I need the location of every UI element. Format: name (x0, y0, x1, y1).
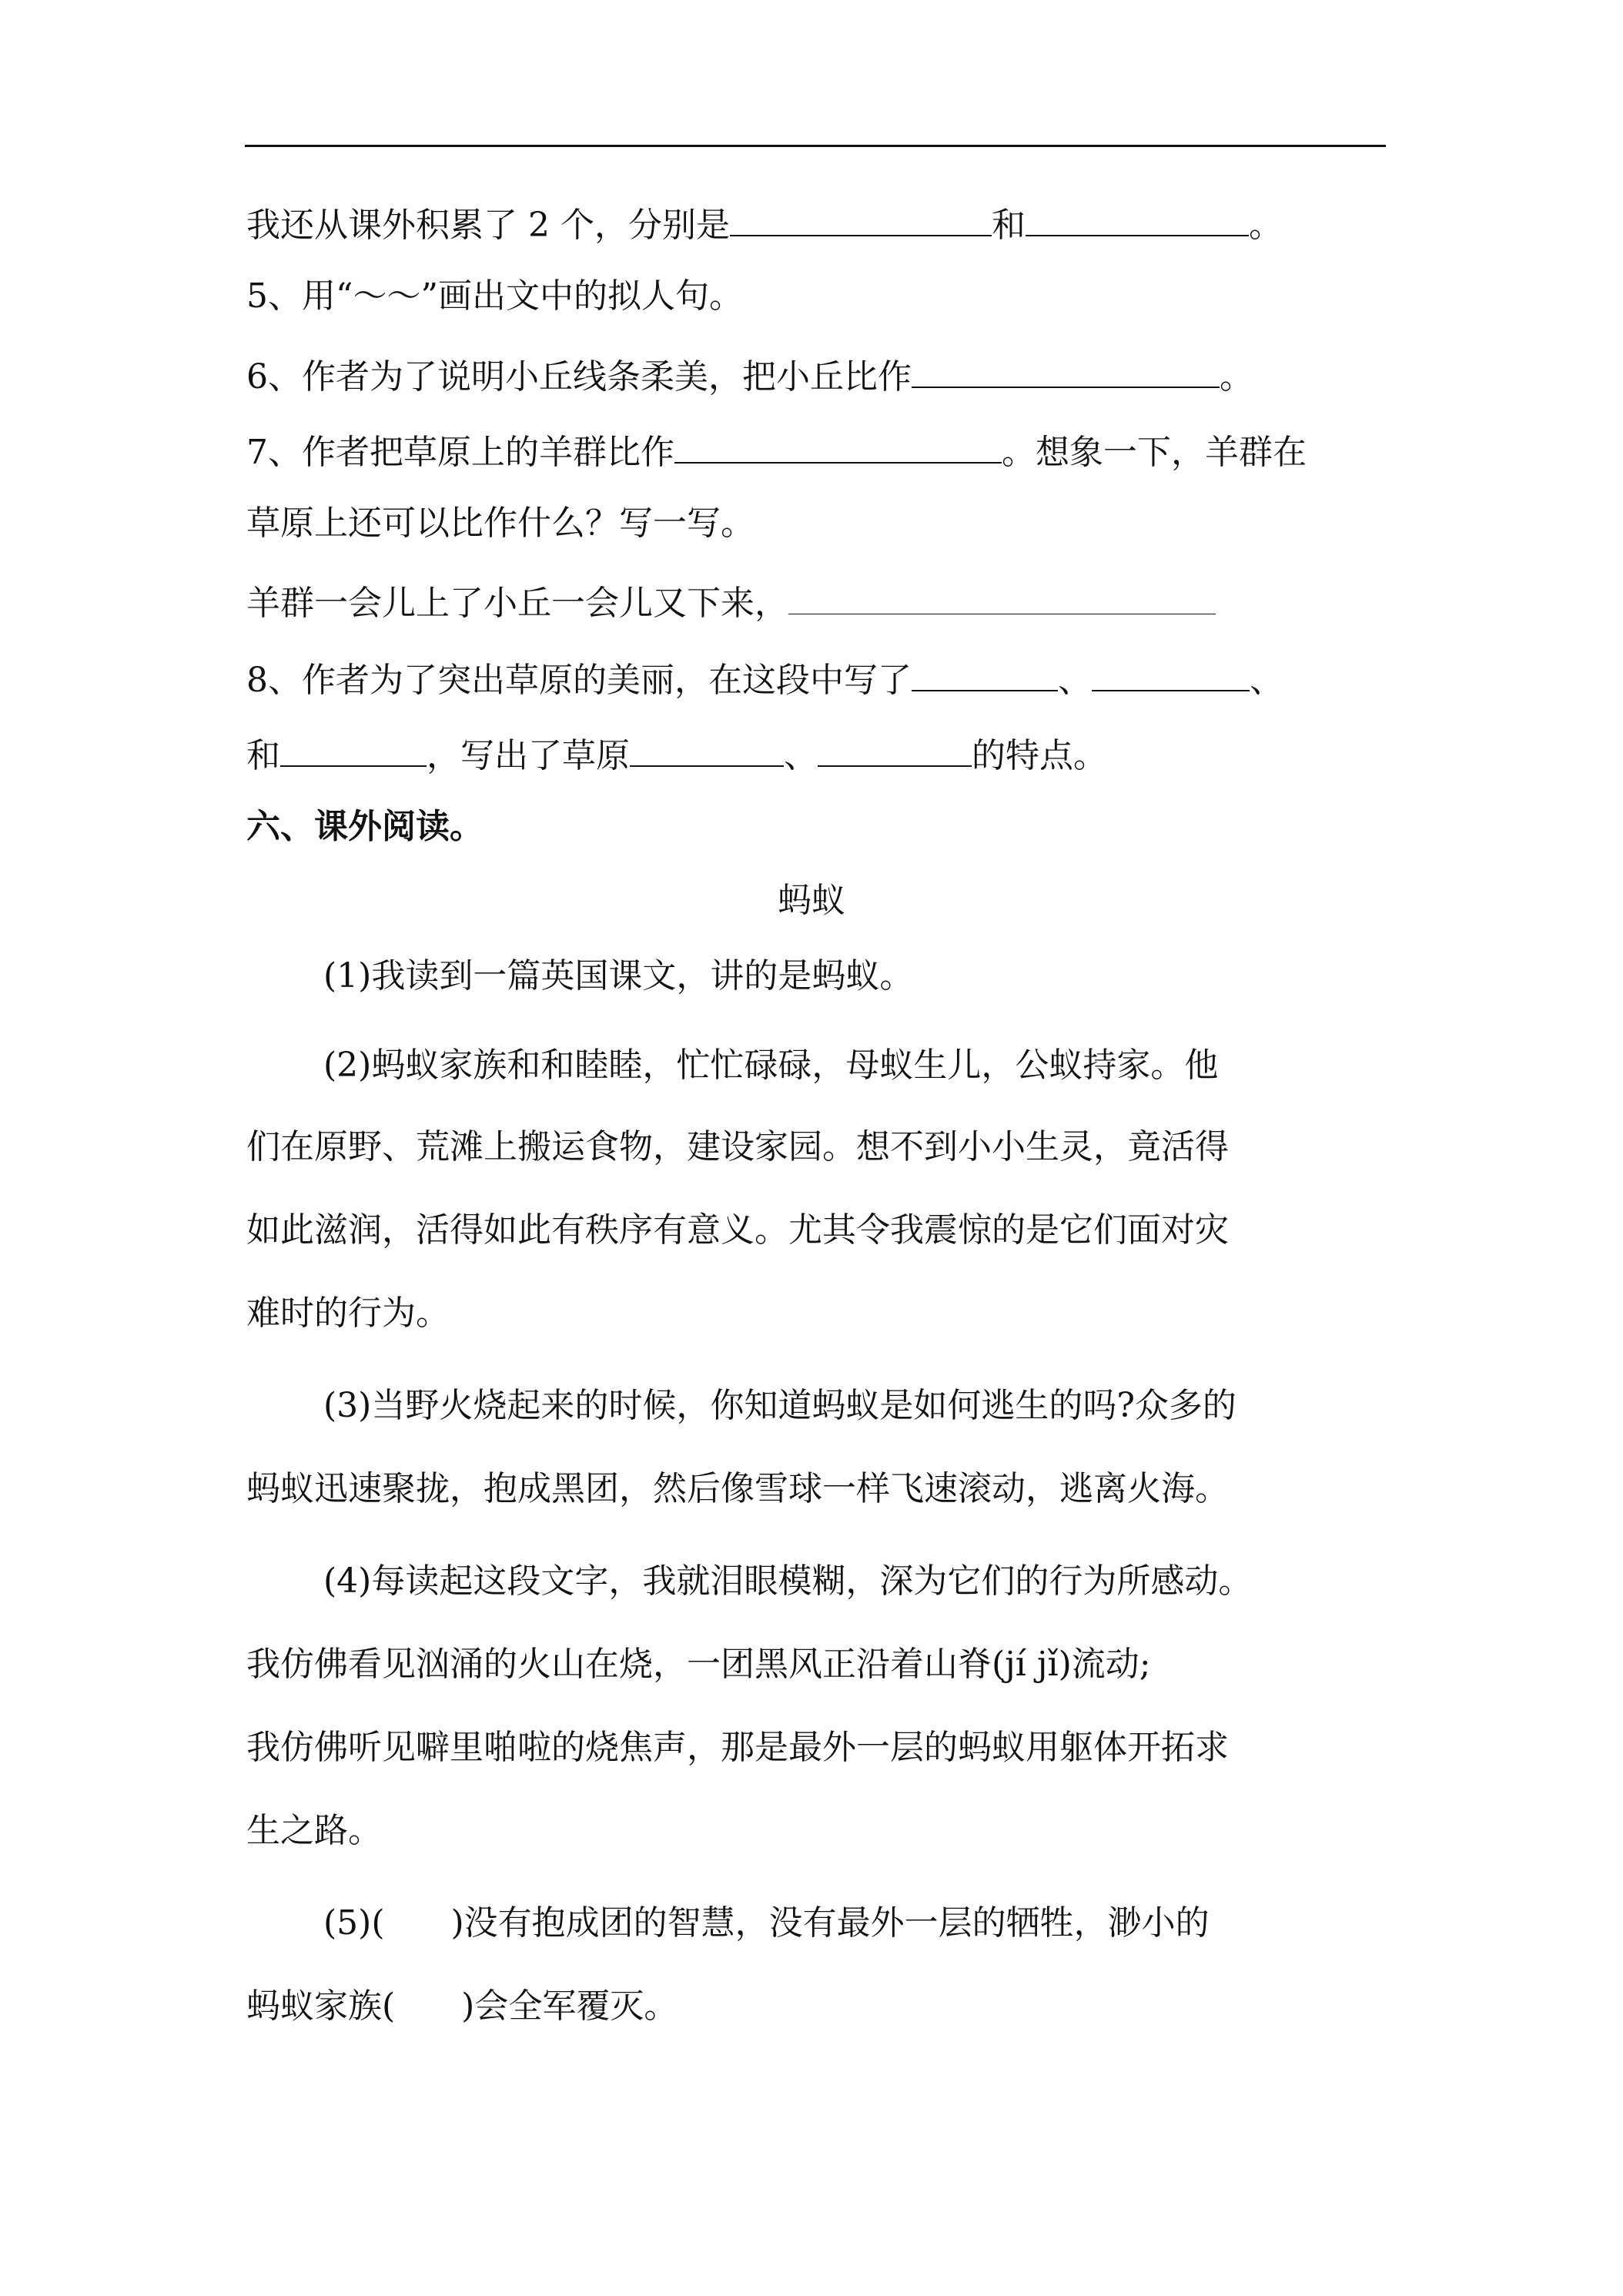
answer-blank[interactable] (1026, 204, 1249, 236)
question-8-line2: 和 ，写出了草原 、 的特点。 (246, 736, 1107, 775)
paragraph-2-line: 难时的行为。 (246, 1294, 450, 1333)
answer-blank[interactable] (1092, 659, 1250, 691)
paragraph-4-line: (4)每读起这段文字，我就泪眼模糊，深为它们的行为所感动。 (323, 1561, 1253, 1601)
answer-blank[interactable] (912, 659, 1058, 691)
answer-blank[interactable] (674, 431, 1002, 464)
paragraph-3-line: (3)当野火烧起来的时候，你知道蚂蚁是如何逃生的吗?众多的 (323, 1386, 1236, 1425)
answer-blank[interactable] (912, 356, 1220, 388)
paragraph-4-line: 生之路。 (246, 1811, 382, 1850)
paragraph-4-line: 我仿佛听见噼里啪啦的烧焦声，那是最外一层的蚂蚁用躯体开拓求 (246, 1728, 1229, 1767)
paragraph-5-line: 蚂蚁家族( )会全军覆灭。 (246, 1986, 678, 2026)
header-rule (245, 145, 1386, 147)
paragraph-2-line: (2)蚂蚁家族和和睦睦，忙忙碌碌，母蚁生儿，公蚁持家。他 (323, 1046, 1219, 1085)
paragraph-2-line: 们在原野、荒滩上搬运食物，建设家园。想不到小小生灵，竟活得 (246, 1127, 1229, 1166)
question-6: 6、作者为了说明小丘线条柔美，把小丘比作 。 (246, 357, 1253, 397)
answer-blank[interactable] (818, 735, 972, 767)
paragraph-2-line: 如此滋润，活得如此有秩序有意义。尤其令我震惊的是它们面对灾 (246, 1210, 1229, 1250)
question-4-tail: 我还从课外积累了 2 个，分别是 和 。 (246, 206, 1283, 245)
answer-blank[interactable] (280, 735, 427, 767)
paragraph-1: (1)我读到一篇英国课文，讲的是蚂蚁。 (323, 956, 914, 996)
paragraph-5-line: (5)( )没有抱成团的智慧，没有最外一层的牺牲，渺小的 (323, 1903, 1210, 1943)
answer-blank[interactable] (730, 204, 992, 236)
question-7: 7、作者把草原上的羊群比作 。想象一下，羊群在 (246, 433, 1307, 472)
paragraph-4-line: 我仿佛看见汹涌的火山在烧，一团黑风正沿着山脊(jí jǐ)流动; (246, 1645, 1151, 1684)
passage-title: 蚂蚁 (778, 881, 845, 920)
answer-blank[interactable] (630, 735, 784, 767)
question-5: 5、用“～～”画出文中的拟人句。 (246, 276, 743, 316)
question-7-line3: 羊群一会儿上了小丘一会儿又下来， (246, 583, 1216, 621)
answer-blank[interactable] (788, 583, 1216, 614)
question-8: 8、作者为了突出草原的美丽，在这段中写了 、 、 (246, 661, 1283, 700)
question-7-line2: 草原上还可以比作什么？写一写。 (246, 504, 755, 543)
section-heading: 六、课外阅读。 (246, 807, 484, 846)
paragraph-3-line: 蚂蚁迅速聚拢，抱成黑团，然后像雪球一样飞速滚动，逃离火海。 (246, 1469, 1229, 1508)
